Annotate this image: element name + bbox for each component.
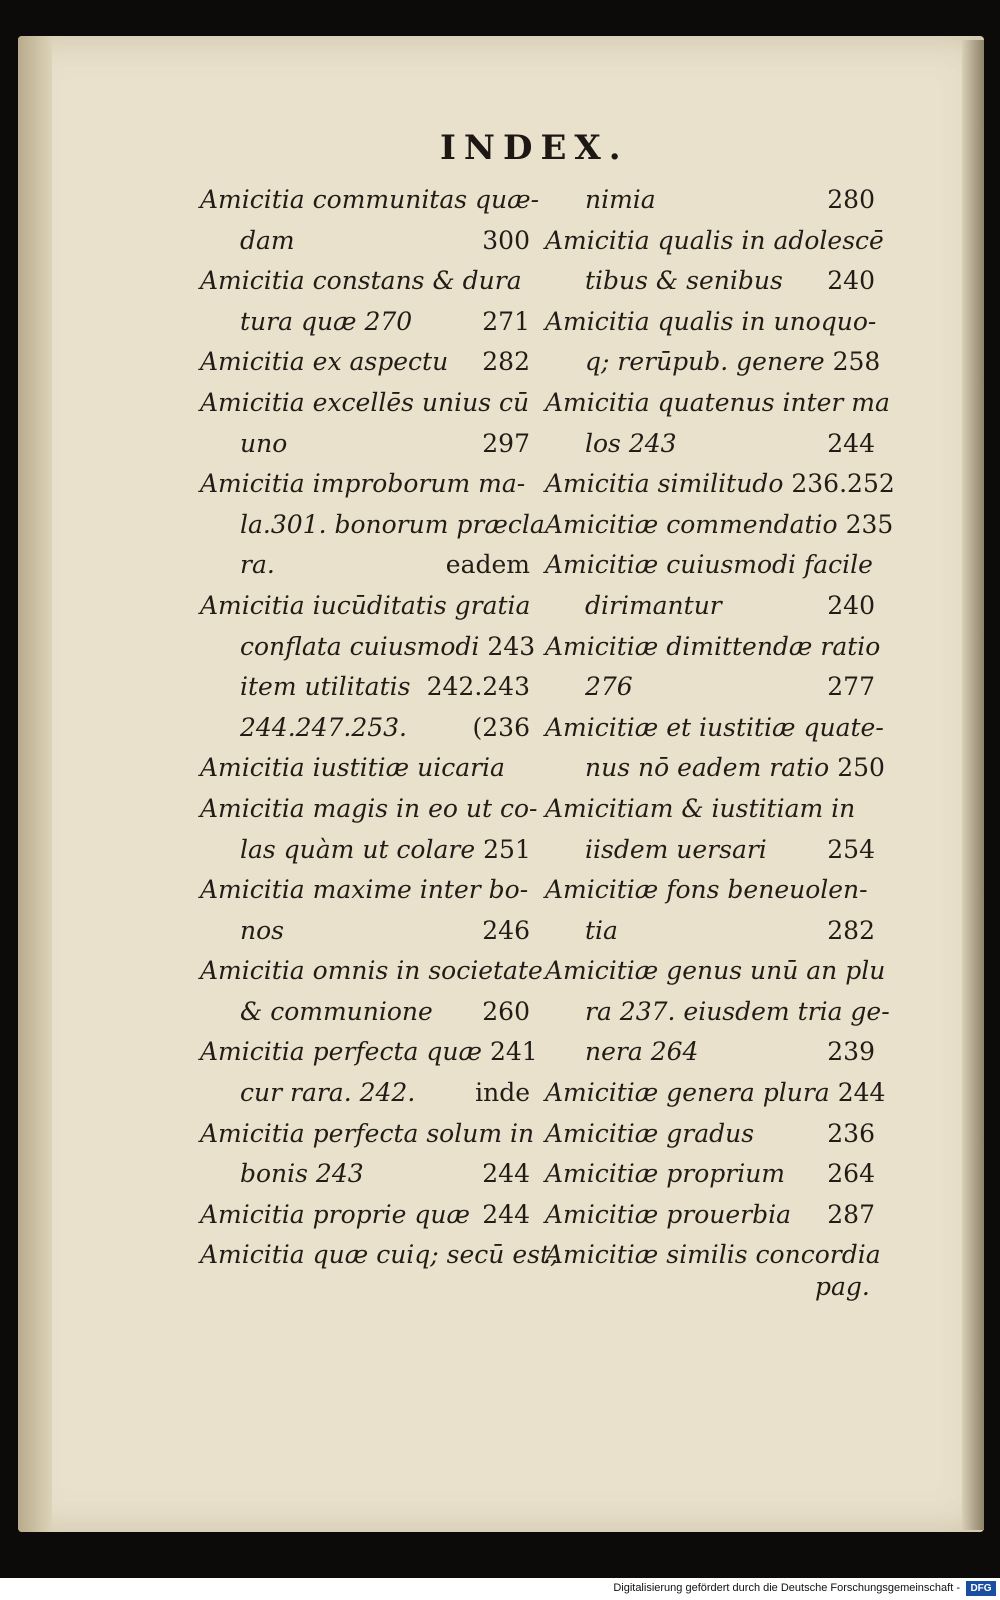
entry-text: nos	[240, 915, 284, 945]
page-edge	[962, 40, 984, 1530]
index-entry	[200, 180, 540, 221]
entry-page-ref: 244	[482, 1199, 530, 1229]
entry-text: tibus & senibus	[585, 266, 783, 296]
index-entry	[200, 261, 530, 302]
index-entry	[545, 1073, 886, 1114]
entry-text: Amicitia iucūditatis gratia	[200, 590, 531, 620]
entry-text: Amicitia similitudo	[545, 469, 784, 499]
entry-page-ref: eadem	[445, 550, 530, 580]
index-entry	[545, 667, 875, 708]
entry-page-ref: 277	[827, 672, 875, 702]
entry-text: la.301. bonorum præcla	[240, 509, 545, 539]
footer-credit: Digitalisierung gefördert durch die Deutsche Forschungsgemeinschaft -	[613, 1582, 960, 1594]
entry-text: ra.	[240, 550, 275, 580]
entry-text: & communione	[240, 996, 433, 1026]
index-entry	[545, 383, 890, 424]
entry-text: Amicitia qualis in adolescē	[545, 225, 884, 255]
footer-bar	[0, 1578, 1000, 1600]
entry-page-ref: 297	[482, 428, 530, 458]
index-entry	[200, 1154, 530, 1195]
index-entry	[545, 302, 875, 343]
entry-text: Amicitia magis in eo ut co-	[200, 793, 538, 823]
entry-text: cur rara. 242.	[240, 1078, 416, 1108]
index-entry	[200, 342, 530, 383]
entry-page-ref: 239	[827, 1037, 875, 1067]
entry-text: Amicitiæ commendatio	[545, 509, 838, 539]
index-entry	[545, 992, 890, 1033]
entry-page-ref: 236	[827, 1118, 875, 1148]
index-entry	[200, 545, 530, 586]
entry-text: bonis 243	[240, 1159, 364, 1189]
entry-text: iisdem uersari	[585, 834, 767, 864]
left-index-column	[200, 180, 558, 1276]
index-entry	[545, 1114, 875, 1155]
page-heading: INDEX.	[440, 128, 629, 168]
entry-text: dirimantur	[585, 590, 722, 620]
right-index-column	[545, 180, 895, 1276]
entry-page-ref: 243	[487, 631, 536, 661]
entry-text: Amicitiæ dimittendæ ratio	[545, 631, 881, 661]
index-entry	[200, 1235, 558, 1276]
entry-page-ref: 254	[827, 834, 875, 864]
entry-text: Amicitia ex aspectu	[200, 347, 449, 377]
index-entry	[545, 748, 885, 789]
entry-text: Amicitiam & iustitiam in	[545, 793, 856, 823]
entry-page-ref: 287	[827, 1199, 875, 1229]
entry-text: Amicitiæ genus unū an plu	[545, 956, 886, 986]
index-entry	[545, 1195, 875, 1236]
entry-page-ref: (236	[472, 712, 530, 742]
entry-page-ref: 258	[832, 347, 881, 377]
entry-text: Amicitia maxime inter bo-	[200, 875, 529, 905]
index-entry	[545, 221, 884, 262]
entry-text: tura quæ 270	[240, 306, 413, 336]
index-entry	[200, 992, 530, 1033]
dfg-logo: DFG	[966, 1581, 996, 1596]
index-entry	[200, 1114, 535, 1155]
index-entry	[200, 1195, 530, 1236]
index-entry	[545, 261, 875, 302]
index-entry	[200, 586, 530, 627]
entry-text: Amicitia constans & dura	[200, 266, 522, 296]
entry-text: Amicitia omnis in societate	[200, 956, 543, 986]
index-entry	[200, 505, 545, 546]
entry-text: tia	[585, 915, 618, 945]
entry-text: Amicitiæ gradus	[545, 1118, 755, 1148]
entry-page-ref: 242.243	[426, 672, 530, 702]
book-spine	[18, 36, 52, 1532]
index-entry	[545, 545, 875, 586]
entry-page-ref: 271	[482, 306, 530, 336]
entry-text: nera 264	[585, 1037, 699, 1067]
entry-page-ref: 246	[482, 915, 530, 945]
entry-page-ref: 250	[837, 753, 885, 783]
index-entry	[200, 627, 536, 668]
index-entry	[200, 302, 530, 343]
entry-page-ref: 241	[489, 1037, 538, 1067]
entry-text: Amicitia improborum ma-	[200, 469, 526, 499]
entry-page-ref: 240	[827, 590, 875, 620]
entry-text: Amicitia qualis in unoquo-	[545, 306, 877, 336]
entry-page-ref: 260	[482, 996, 530, 1026]
entry-page-ref: 280	[827, 185, 875, 214]
entry-text: las quàm ut colare	[240, 834, 476, 864]
index-entry	[200, 464, 530, 505]
entry-text: Amicitiæ prouerbia	[545, 1199, 791, 1229]
entry-text: 276	[585, 672, 633, 702]
index-entry	[200, 221, 530, 262]
index-entry	[545, 789, 875, 830]
entry-text: nus nō eadem ratio	[585, 753, 830, 783]
entry-text: uno	[240, 428, 288, 458]
index-entry	[545, 1154, 875, 1195]
entry-page-ref: 235	[845, 509, 894, 539]
index-entry	[545, 627, 881, 668]
entry-page-ref: 264	[827, 1159, 875, 1189]
index-entry	[545, 180, 875, 221]
index-entry	[545, 708, 884, 749]
index-entry	[545, 911, 875, 952]
index-entry	[200, 667, 530, 708]
entry-text: Amicitia excellēs unius cū	[200, 387, 530, 417]
entry-text: Amicitia perfecta quæ	[200, 1037, 482, 1067]
entry-text: Amicitiæ genera plura	[545, 1078, 830, 1108]
entry-text: Amicitiæ similis concordia	[545, 1240, 881, 1270]
entry-text: Amicitia iustitiæ uicaria	[200, 753, 505, 783]
index-entry	[200, 1073, 530, 1114]
entry-text: dam	[240, 225, 295, 255]
index-entry	[200, 789, 538, 830]
entry-text: 244.247.253.	[240, 712, 407, 742]
index-entry	[200, 424, 530, 465]
index-entry	[200, 383, 530, 424]
entry-page-ref: 300	[482, 225, 530, 255]
entry-page-ref: 282	[482, 347, 530, 377]
index-entry	[200, 870, 530, 911]
index-entry	[545, 342, 881, 383]
entry-page-ref: 251	[483, 834, 531, 864]
index-entry	[545, 870, 875, 911]
entry-page-ref: 282	[827, 915, 875, 945]
entry-page-ref: 244	[482, 1159, 530, 1189]
entry-page-ref: 244	[827, 428, 875, 458]
index-entry	[545, 464, 895, 505]
entry-text: Amicitiæ et iustitiæ quate-	[545, 712, 884, 742]
entry-text: ra 237. eiusdem tria ge-	[585, 996, 890, 1026]
entry-text: Amicitia quatenus inter ma	[545, 387, 890, 417]
entry-text: los 243	[585, 428, 677, 458]
index-entry	[200, 1032, 538, 1073]
entry-text: Amicitia perfecta solum in	[200, 1118, 535, 1148]
entry-text: item utilitatis	[240, 672, 411, 702]
entry-text: Amicitia quæ cuiq; secū est,	[200, 1240, 558, 1270]
index-entry	[545, 951, 886, 992]
catchword: pag.	[815, 1272, 870, 1301]
index-entry	[200, 830, 530, 871]
index-entry	[545, 830, 875, 871]
index-entry	[200, 748, 530, 789]
entry-text: Amicitiæ proprium	[545, 1159, 786, 1189]
entry-page-ref: 244	[837, 1078, 886, 1108]
index-entry	[200, 951, 543, 992]
entry-page-ref: inde	[475, 1078, 530, 1108]
entry-text: q; rerūpub. genere	[585, 347, 825, 377]
index-entry	[200, 911, 530, 952]
index-entry	[545, 1235, 881, 1276]
index-entry	[200, 708, 530, 749]
entry-page-ref: 236.252	[791, 469, 895, 499]
entry-text: Amicitiæ cuiusmodi facile	[545, 550, 873, 580]
index-entry	[545, 1032, 875, 1073]
index-entry	[545, 586, 875, 627]
entry-page-ref: 240	[827, 266, 875, 296]
index-entry	[545, 505, 894, 546]
entry-text: Amicitiæ fons beneuolen-	[545, 875, 868, 905]
index-entry	[545, 424, 875, 465]
entry-text: conflata cuiusmodi	[240, 631, 480, 661]
entry-text: nimia	[585, 185, 656, 214]
entry-text: Amicitia proprie quæ	[200, 1199, 470, 1229]
entry-text: Amicitia communitas quæ-	[200, 185, 540, 214]
